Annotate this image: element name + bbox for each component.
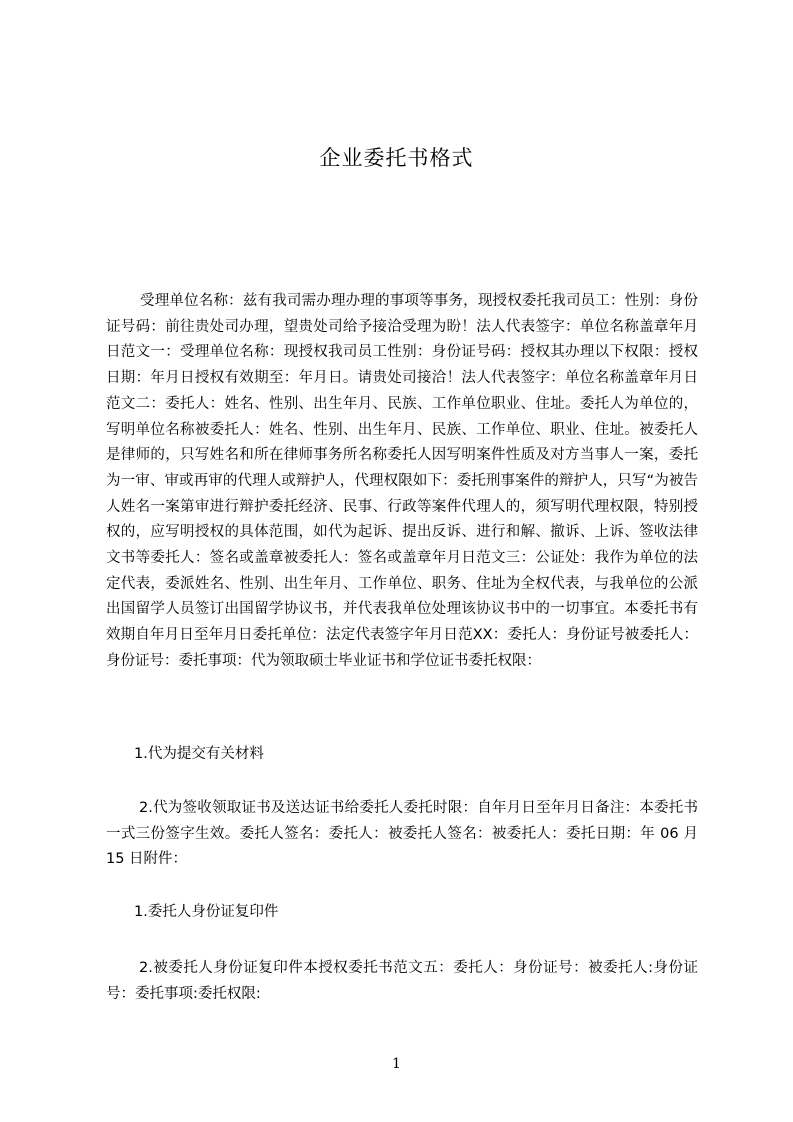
document-title: 企业委托书格式	[319, 146, 474, 170]
list-item-agent-id-copy: 2.被委托人身份证复印件本授权委托书范文五：委托人：身份证号：被委托人:身份证号：委托事项:委托权限:	[106, 960, 698, 1002]
list-item-principal-id-copy: 1.委托人身份证复印件	[134, 904, 279, 920]
page-number: 1	[392, 1056, 401, 1072]
list-item-receive-certificates: 2.代为签收领取证书及送达证书给委托人委托时限：自年月日至年月日备注：本委托书一式三份签字生效。委托人签名：委托人：被委托人签名：被委托人：委托日期：年 06 月 15 日附件：	[106, 800, 698, 868]
list-item-submit-materials: 1.代为提交有关材料	[134, 746, 264, 762]
body-paragraph-main: 受理单位名称：兹有我司需办理办理的事项等事务，现授权委托我司员工：性别：身份证号码：前往贵处司办理，望贵处司给予接洽受理为盼！法人代表签字：单位名称盖章年月日范文一：受理单位名称：现授权我司员工性别：身份证号码：授权其办理以下权限：授权日期：年月日授权有效期至：年月日。请贵处司接洽！法人代表签字：单位名称盖章年月日范文二：委托人：姓名、性别、出生年月、民族、工作单位职业、住址。委托人为单位的，写明单位名称被委托人：姓名、性别、出生年月、民族、工作单位、职业、住址。被委托人是律师的，只写姓名和所在律师事务所名称委托人因写明案件性质及对方当事人一案，委托为一审、审或再审的代理人或辩护人，代理权限如下：委托刑事案件的辩护人，只写“为被告人姓名一案第审进行辩护委托经济、民事、行政等案件代理人的，须写明代理权限，特别授权的，应写明授权的具体范围，如代为起诉、提出反诉、进行和解、撤诉、上诉、签收法律文书等委托人：签名或盖章被委托人：签名或盖章年月日范文三：公证处：我作为单位的法定代表，委派姓名、性别、出生年月、工作单位、职务、住址为全权代表，与我单位的公派出国留学人员签订出国留学协议书，并代表我单位处理该协议书中的一切事宜。本委托书有效期自年月日至年月日委托单位：法定代表签字年月日范XX：委托人：身份证号被委托人：身份证号：委托事项：代为领取硕士毕业证书和学位证书委托权限：	[106, 293, 698, 669]
